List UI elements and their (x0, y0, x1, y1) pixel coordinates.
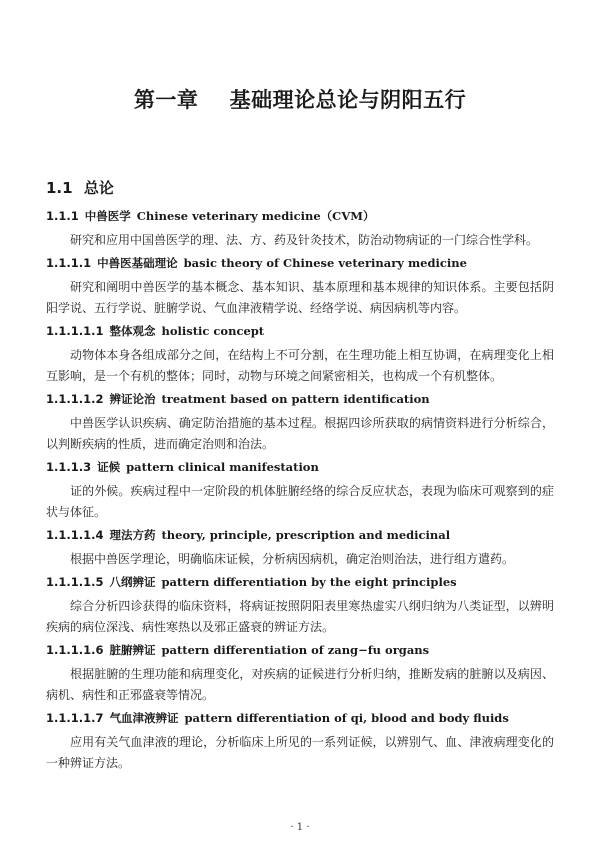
term-chinese: 脏腑辨证 (109, 643, 156, 657)
term-number: 1.1.1.1.4 (46, 528, 104, 542)
term-number: 1.1.1.1.1 (46, 324, 104, 338)
term-english: holistic concept (161, 324, 265, 338)
term-number: 1.1.1.1.2 (46, 392, 104, 406)
term-definition: 证的外候。疾病过程中一定阶段的机体脏腑经络的综合反应状态，表现为临床可观察到的症状与体征。 (46, 484, 554, 519)
term-chinese: 证候 (97, 460, 121, 474)
term-chinese: 中兽医基础理论 (97, 256, 178, 270)
term-heading (46, 642, 554, 658)
term-number: 1.1.1.3 (46, 460, 92, 474)
term-heading (46, 323, 554, 339)
term-english: pattern differentiation by the eight principles (161, 575, 457, 589)
page-number: · 1 · (290, 822, 310, 833)
chapter-title: 第一章 基础理论总论与阴阳五行 (133, 88, 467, 112)
term-definition: 中兽医学认识疾病、确定防治措施的基本过程。根据四诊所获取的病情资料进行分析综合，以判断疾病的性质，进而确定治则和治法。 (46, 416, 554, 451)
term-chinese: 八纲辨证 (109, 575, 156, 589)
term-english: treatment based on pattern identification (161, 392, 430, 406)
term-english: pattern differentiation of zang−fu organs (161, 643, 430, 657)
term-number: 1.1.1 (46, 209, 79, 223)
term-number: 1.1.1.1.7 (46, 711, 104, 725)
term-number: 1.1.1.1 (46, 256, 92, 270)
term-definition: 综合分析四诊获得的临床资料，将病证按照阴阳表里寒热虚实八纲归纳为八类证型，以辨明疾病的病位深浅、病性寒热以及邪正盛衰的辨证方法。 (46, 599, 554, 634)
term-english: pattern clinical manifestation (126, 460, 319, 474)
term-english: basic theory of Chinese veterinary medicine (183, 256, 467, 270)
section-number: 1.1 (46, 179, 73, 197)
term-heading (46, 574, 554, 590)
term-heading (46, 710, 554, 726)
term-definition: 研究和阐明中兽医学的基本概念、基本知识、基本原理和基本规律的知识体系。主要包括阴阳学说、五行学说、脏腑学说、气血津液精学说、经络学说、病因病机等内容。 (46, 280, 554, 315)
term-definition: 应用有关气血津液的理论，分析临床上所见的一系列证候，以辨别气、血、津液病理变化的一种辨证方法。 (46, 735, 554, 770)
term-number: 1.1.1.1.5 (46, 575, 104, 589)
term-definition: 根据脏腑的生理功能和病理变化，对疾病的证候进行分析归纳，推断发病的脏腑以及病因、病机、病性和正邪盛衰等情况。 (46, 667, 554, 702)
section-heading (46, 178, 554, 198)
term-chinese: 气血津液辨证 (109, 711, 179, 725)
term-english: theory, principle, prescription and medicinal (161, 528, 451, 542)
term-chinese: 中兽医学 (84, 209, 131, 223)
page-content (46, 178, 554, 778)
term-number: 1.1.1.1.6 (46, 643, 104, 657)
term-heading (46, 459, 554, 475)
term-heading (46, 527, 554, 543)
section-title: 总论 (83, 179, 114, 197)
term-chinese: 整体观念 (109, 324, 156, 338)
term-english: pattern differentiation of qi, blood and body fluids (184, 711, 509, 725)
term-english: Chinese veterinary medicine（CVM） (136, 209, 375, 223)
term-heading (46, 391, 554, 407)
term-heading (46, 255, 554, 271)
term-definition: 根据中兽医学理论，明确临床证候，分析病因病机，确定治则治法，进行组方遣药。 (70, 552, 515, 566)
term-definition: 研究和应用中国兽医学的理、法、方、药及针灸技术，防治动物病证的一门综合性学科。 (70, 233, 539, 247)
term-chinese: 辨证论治 (109, 392, 156, 406)
term-chinese: 理法方药 (109, 528, 156, 542)
term-definition: 动物体本身各组成部分之间，在结构上不可分割，在生理功能上相互协调，在病理变化上相互影响，是一个有机的整体；同时，动物与环境之间紧密相关，也构成一个有机整体。 (46, 348, 554, 383)
term-heading (46, 208, 554, 224)
